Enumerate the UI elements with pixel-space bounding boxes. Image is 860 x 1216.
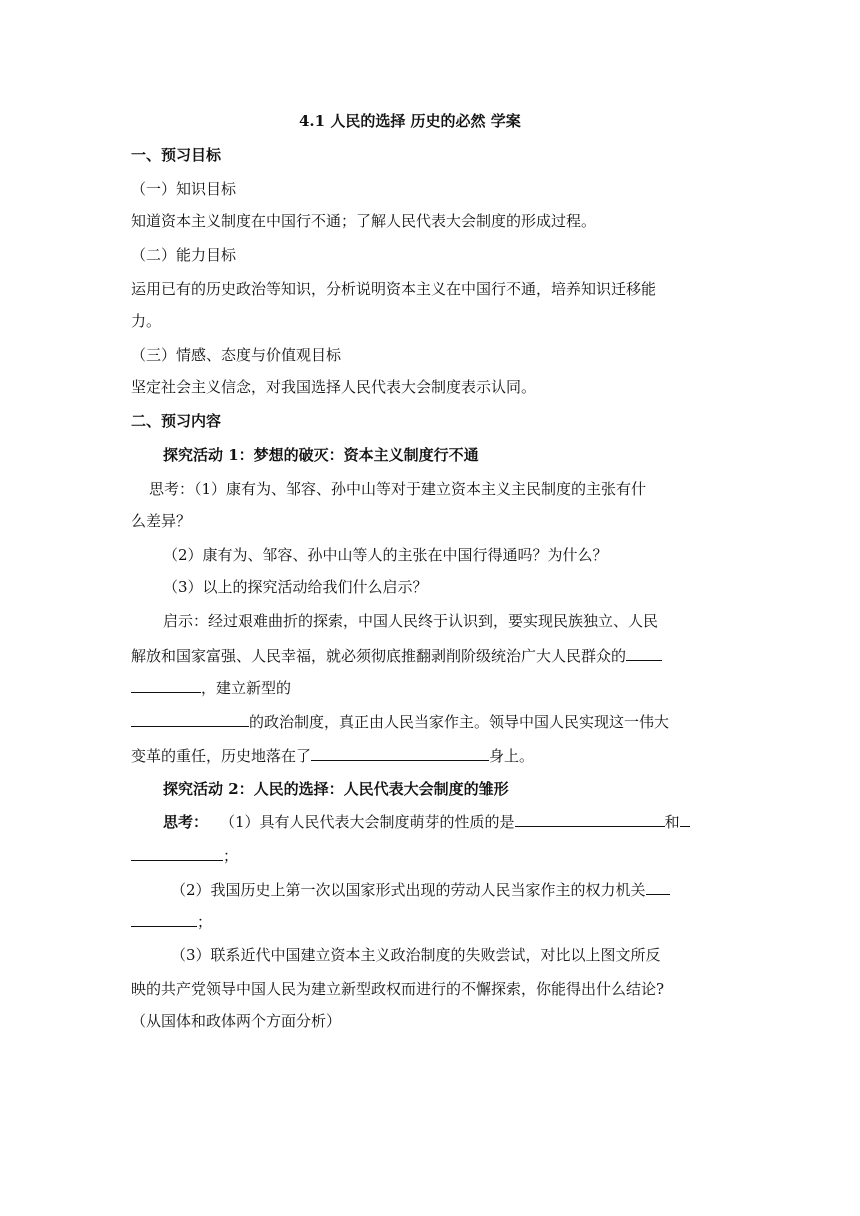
answer-blank[interactable]	[515, 810, 665, 827]
activity1-question1-line1: 思考：（1）康有为、邹容、孙中山等对于建立资本主义主民制度的主张有什	[149, 480, 647, 498]
subheading-knowledge-goal: （一）知识目标	[131, 180, 237, 198]
activity1-title: 探究活动 1：梦想的破灭：资本主义制度行不通	[163, 446, 479, 464]
activity1-hint-line2	[131, 644, 662, 667]
answer-blank[interactable]	[646, 878, 670, 895]
activity2-title: 探究活动 2：人民的选择：人民代表大会制度的雏形	[163, 780, 509, 798]
activity2-question3-line3: （从国体和政体两个方面分析）	[131, 1012, 342, 1030]
subheading-ability-goal: （二）能力目标	[131, 246, 237, 264]
activity1-hint-line5-end: 身上。	[489, 747, 535, 765]
activity2-think-label: 思考：	[163, 813, 209, 831]
answer-blank[interactable]	[131, 844, 223, 861]
section-heading-preview-content: 二、预习内容	[131, 412, 222, 430]
activity2-question1-cont	[131, 844, 238, 867]
activity1-hint-line3-text: ，建立新型的	[201, 679, 292, 697]
document-title: 4.1 人民的选择 历史的必然 学案	[299, 112, 521, 130]
activity1-hint-line4	[131, 710, 669, 733]
answer-blank[interactable]	[680, 810, 690, 827]
section-heading-preview-goals: 一、预习目标	[131, 146, 222, 164]
activity2-question1	[163, 810, 690, 833]
activity1-hint-line2-text: 解放和国家富强、人民幸福，就必须彻底推翻剥削阶级统治广大人民群众的	[131, 647, 627, 665]
knowledge-goal-text: 知道资本主义制度在中国行不通；了解人民代表大会制度的形成过程。	[131, 212, 597, 230]
activity1-question2: （2）康有为、邹容、孙中山等人的主张在中国行得通吗？为什么？	[163, 546, 608, 564]
attitude-goal-text: 坚定社会主义信念，对我国选择人民代表大会制度表示认同。	[131, 378, 537, 396]
ability-goal-text-line2: 力。	[131, 312, 162, 330]
activity2-question2-cont	[131, 910, 212, 933]
activity2-question3-line1: （3）联系近代中国建立资本主义政治制度的失败尝试，对比以上图文所反	[171, 946, 661, 964]
activity1-hint-line4-text: 的政治制度，真正由人民当家作主。领导中国人民实现这一伟大	[249, 713, 670, 731]
answer-blank[interactable]	[626, 644, 662, 661]
activity1-question1-line2: 么差异？	[131, 512, 192, 530]
ability-goal-text-line1: 运用已有的历史政治等知识，分析说明资本主义在中国行不通，培养知识迁移能	[131, 280, 657, 298]
activity2-question2-end: ；	[197, 913, 213, 931]
answer-blank[interactable]	[131, 676, 201, 693]
activity1-question3: （3）以上的探究活动给我们什么启示？	[163, 578, 428, 596]
activity2-question2-text: （2）我国历史上第一次以国家形式出现的劳动人民当家作主的权力机关	[171, 881, 646, 899]
activity2-question1-end: ；	[223, 847, 239, 865]
subheading-attitude-goal: （三）情感、态度与价值观目标	[131, 346, 342, 364]
activity1-hint-line3	[131, 676, 291, 699]
answer-blank[interactable]	[131, 910, 197, 927]
activity1-hint-line5-text: 变革的重任，历史地落在了	[131, 747, 312, 765]
activity2-question3-line2: 映的共产党领导中国人民为建立新型政权而进行的不懈探索，你能得出什么结论?	[131, 980, 665, 998]
activity2-question1-and: 和	[664, 813, 680, 831]
answer-blank[interactable]	[131, 710, 249, 727]
activity2-question1-text: （1）具有人民代表大会制度萌芽的性质的是	[220, 813, 515, 831]
activity1-hint-line5	[131, 744, 534, 767]
answer-blank[interactable]	[311, 744, 489, 761]
activity2-question2	[171, 878, 670, 901]
activity1-hint-line1: 启示：经过艰难曲折的探索，中国人民终于认识到，要实现民族独立、人民	[163, 612, 659, 630]
